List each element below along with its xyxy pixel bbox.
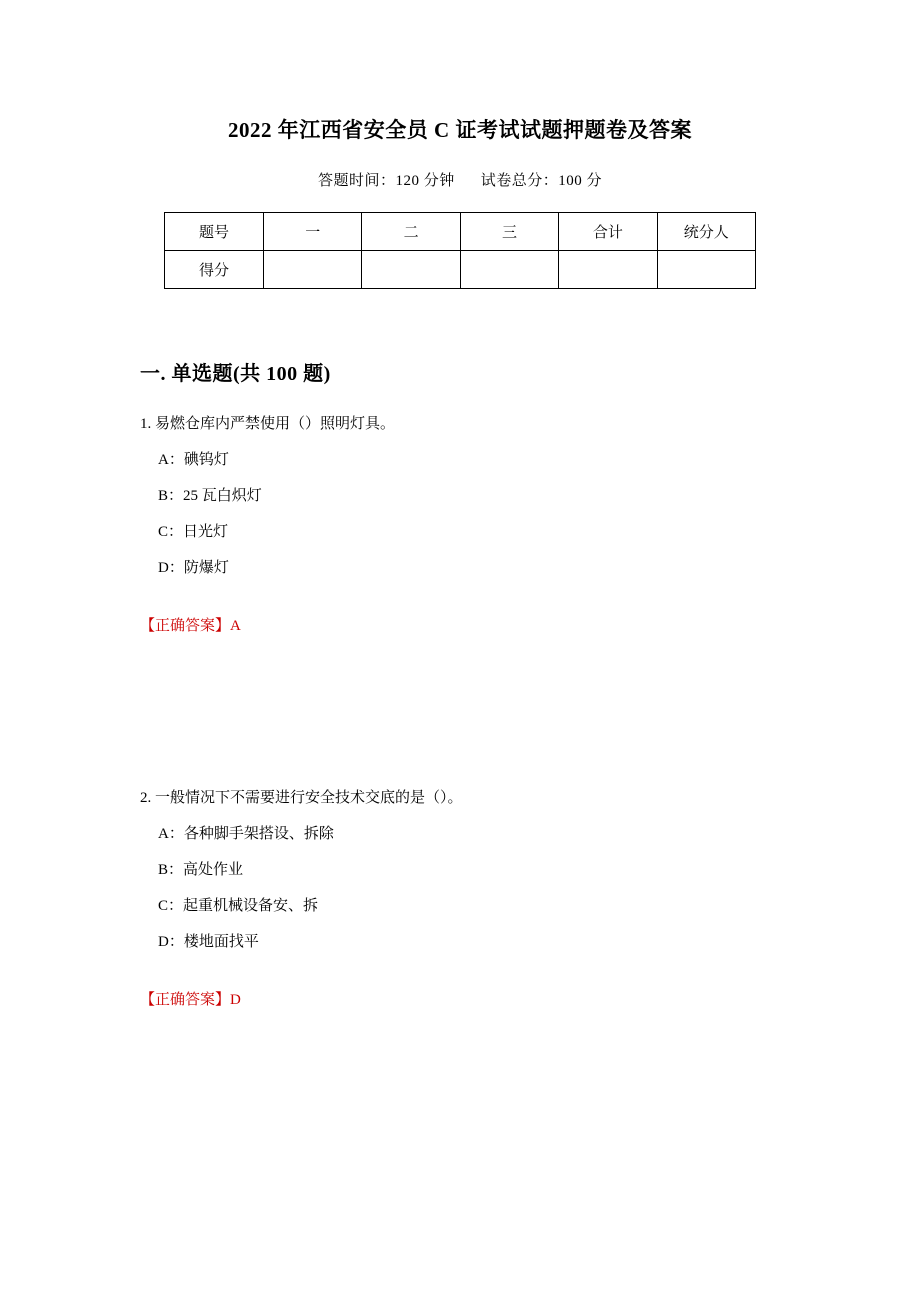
question-option: B：高处作业 [158, 862, 244, 879]
answer-value: D [230, 992, 241, 1009]
table-header-cell: 三 [460, 213, 558, 251]
question-option: D：楼地面找平 [158, 934, 259, 951]
table-header-cell: 二 [362, 213, 460, 251]
answer-label: 【正确答案】 [140, 992, 231, 1009]
question-stem: 1. 易燃仓库内严禁使用（）照明灯具。 [140, 416, 396, 433]
question-2 [140, 786, 780, 1012]
question-1 [140, 412, 780, 638]
table-cell [559, 251, 657, 289]
question-option: C：起重机械设备安、拆 [158, 898, 319, 915]
exam-time-label: 答题时间：120 分钟 [317, 173, 455, 190]
page-title: 2022 年江西省安全员 C 证考试试题押题卷及答案 [228, 118, 692, 142]
question-option: A：碘钨灯 [158, 452, 229, 469]
table-cell [362, 251, 460, 289]
exam-total-label: 试卷总分：100 分 [480, 173, 603, 190]
table-row [165, 213, 756, 251]
answer-value: A [230, 618, 241, 635]
exam-meta [140, 169, 780, 190]
section-heading: 一. 单选题(共 100 题) [140, 363, 331, 386]
question-option: D：防爆灯 [158, 560, 229, 577]
correct-answer [140, 988, 780, 1012]
table-header-cell: 题号 [165, 213, 264, 251]
question-stem: 2. 一般情况下不需要进行安全技术交底的是（）。 [140, 790, 463, 807]
question-option: C：日光灯 [158, 524, 229, 541]
table-header-cell: 统分人 [657, 213, 755, 251]
table-cell [460, 251, 558, 289]
correct-answer [140, 614, 780, 638]
table-cell [264, 251, 362, 289]
table-row [165, 251, 756, 289]
answer-label: 【正确答案】 [140, 618, 231, 635]
table-header-cell: 合计 [559, 213, 657, 251]
question-option: A：各种脚手架搭设、拆除 [158, 826, 334, 843]
score-table [164, 212, 756, 289]
table-header-cell: 一 [264, 213, 362, 251]
table-row-label: 得分 [165, 251, 264, 289]
question-option: B：25 瓦白炽灯 [158, 488, 262, 505]
page-spacer [140, 638, 780, 786]
table-cell [657, 251, 755, 289]
